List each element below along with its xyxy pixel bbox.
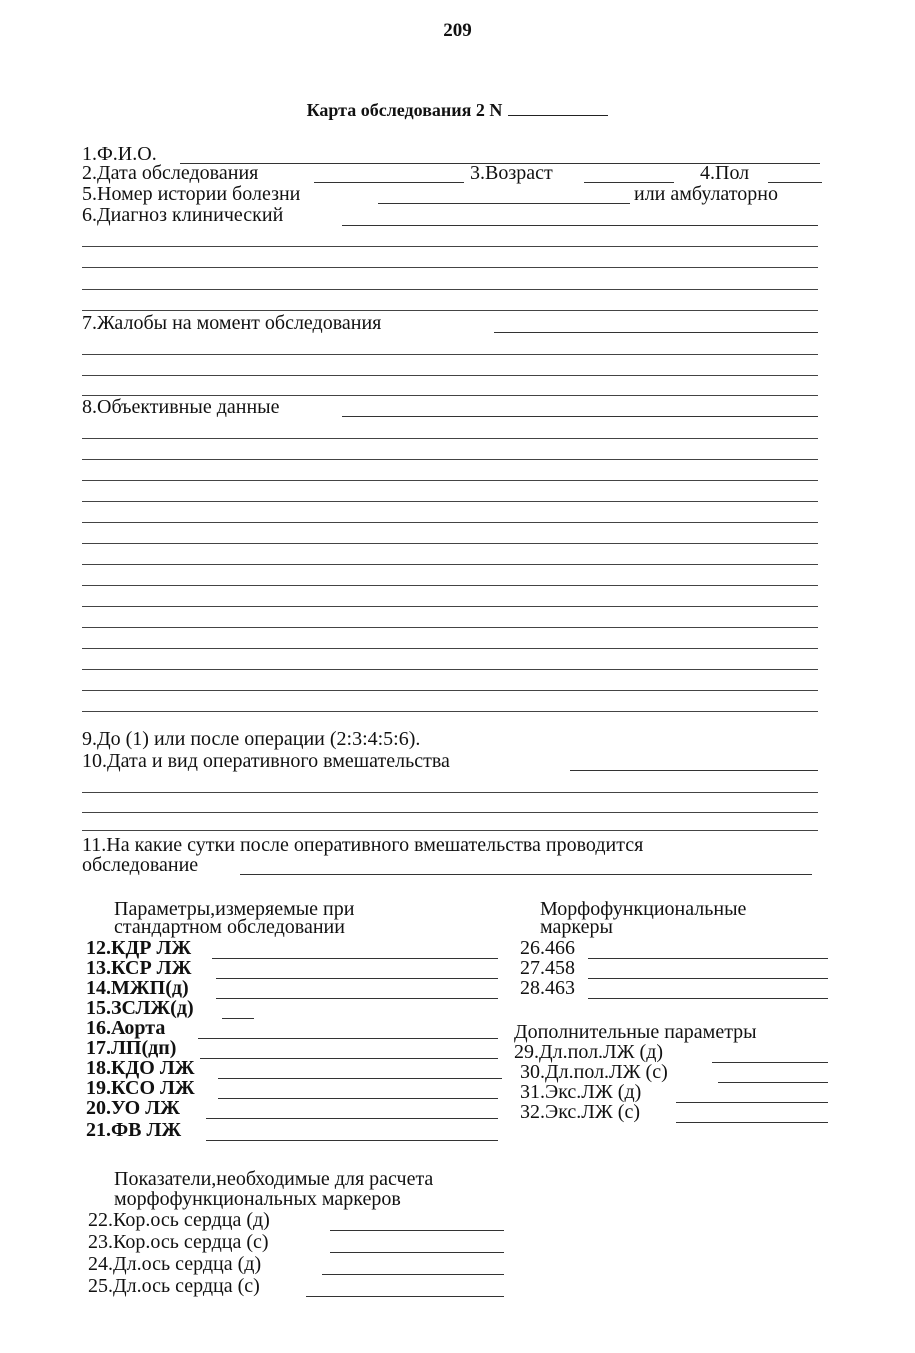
indicator-dl-os-s-blank[interactable]	[306, 1296, 504, 1297]
objective-line[interactable]	[82, 501, 818, 502]
param-dl-pol-d-blank[interactable]	[712, 1062, 828, 1063]
param-kso: 19.КСО ЛЖ	[86, 1077, 195, 1099]
complaints-label: 7.Жалобы на момент обследования	[82, 312, 382, 334]
param-kso-blank[interactable]	[218, 1098, 498, 1099]
param-eks-s-blank[interactable]	[676, 1122, 828, 1123]
surgery-line[interactable]	[82, 812, 818, 813]
marker-466-blank[interactable]	[588, 958, 828, 959]
surgery-date-type-blank[interactable]	[570, 770, 818, 771]
param-fv-blank[interactable]	[206, 1140, 498, 1141]
param-kdr: 12.КДР ЛЖ	[86, 937, 192, 959]
objective-label: 8.Объективные данные	[82, 396, 280, 418]
indicator-kor-os-s-blank[interactable]	[330, 1252, 504, 1253]
morpho-markers-heading-line1: Морфофункциональные	[540, 898, 747, 920]
param-dl-pol-s-blank[interactable]	[718, 1082, 828, 1083]
diagnosis-blank[interactable]	[342, 225, 818, 226]
objective-line[interactable]	[82, 690, 818, 691]
param-ksr: 13.КСР ЛЖ	[86, 957, 192, 979]
param-zslzh-blank[interactable]	[222, 1018, 254, 1019]
objective-line[interactable]	[82, 459, 818, 460]
sex-label: 4.Пол	[700, 162, 750, 184]
case-number-blank[interactable]	[378, 203, 630, 204]
objective-line[interactable]	[82, 711, 818, 712]
indicator-dl-os-s: 25.Дл.ось сердца (с)	[88, 1275, 260, 1297]
param-lp: 17.ЛП(дп)	[86, 1037, 177, 1059]
surgery-line[interactable]	[82, 830, 818, 831]
objective-line[interactable]	[82, 627, 818, 628]
diagnosis-label: 6.Диагноз клинический	[82, 204, 284, 226]
case-number-label: 5.Номер истории болезни	[82, 183, 301, 205]
objective-line[interactable]	[82, 438, 818, 439]
surgery-date-type-label: 10.Дата и вид оперативного вмешательства	[82, 750, 450, 772]
outpatient-label: или амбулаторно	[634, 183, 778, 205]
param-zslzh: 15.ЗСЛЖ(д)	[86, 997, 194, 1019]
objective-line[interactable]	[82, 522, 818, 523]
param-ksr-blank[interactable]	[216, 978, 498, 979]
complaints-line[interactable]	[82, 354, 818, 355]
indicator-dl-os-d-blank[interactable]	[322, 1274, 504, 1275]
standard-params-heading-line2: стандартном обследовании	[114, 916, 345, 938]
param-mzhp: 14.МЖП(д)	[86, 977, 189, 999]
form-number-blank[interactable]	[508, 101, 608, 116]
indicator-kor-os-d-blank[interactable]	[330, 1230, 504, 1231]
form-title-text: Карта обследования 2 N	[306, 100, 503, 120]
age-label: 3.Возраст	[470, 162, 553, 184]
param-mzhp-blank[interactable]	[216, 998, 498, 999]
diagnosis-line[interactable]	[82, 289, 818, 290]
indicator-dl-os-d: 24.Дл.ось сердца (д)	[88, 1253, 262, 1275]
param-dl-pol-d: 29.Дл.пол.ЛЖ (д)	[514, 1041, 664, 1063]
objective-line[interactable]	[82, 564, 818, 565]
param-fv: 21.ФВ ЛЖ	[86, 1119, 182, 1141]
param-uo-blank[interactable]	[206, 1118, 498, 1119]
standard-params-heading-line1: Параметры,измеряемые при	[114, 898, 355, 920]
param-kdr-blank[interactable]	[212, 958, 498, 959]
postop-day-label-line1: 11.На какие сутки после оперативного вмешательства проводится	[82, 834, 644, 856]
objective-blank[interactable]	[342, 416, 818, 417]
param-kdo-blank[interactable]	[218, 1078, 502, 1079]
marker-458-blank[interactable]	[588, 978, 828, 979]
diagnosis-line[interactable]	[82, 246, 818, 247]
postop-day-blank[interactable]	[240, 874, 812, 875]
indicator-kor-os-s: 23.Кор.ось сердца (с)	[88, 1231, 269, 1253]
param-aorta: 16.Аорта	[86, 1017, 166, 1039]
surgery-line[interactable]	[82, 792, 818, 793]
fio-label: 1.Ф.И.О.	[82, 143, 157, 165]
param-eks-d: 31.Экс.ЛЖ (д)	[520, 1081, 642, 1103]
morpho-markers-heading-line2: маркеры	[540, 916, 613, 938]
objective-line[interactable]	[82, 585, 818, 586]
diagnosis-line[interactable]	[82, 267, 818, 268]
param-eks-d-blank[interactable]	[676, 1102, 828, 1103]
exam-date-label: 2.Дата обследования	[82, 162, 259, 184]
diagnosis-line[interactable]	[82, 310, 818, 311]
objective-line[interactable]	[82, 606, 818, 607]
objective-line[interactable]	[82, 480, 818, 481]
calc-indicators-heading-line2: морфофункциональных маркеров	[114, 1188, 401, 1210]
param-aorta-blank[interactable]	[198, 1038, 498, 1039]
postop-day-label-line2: обследование	[82, 854, 199, 876]
param-lp-blank[interactable]	[200, 1058, 498, 1059]
param-dl-pol-s: 30.Дл.пол.ЛЖ (с)	[520, 1061, 668, 1083]
page-number: 209	[443, 20, 472, 41]
objective-line[interactable]	[82, 648, 818, 649]
indicator-kor-os-d: 22.Кор.ось сердца (д)	[88, 1209, 270, 1231]
objective-line[interactable]	[82, 543, 818, 544]
exam-date-blank[interactable]	[314, 182, 464, 183]
marker-463-blank[interactable]	[588, 998, 828, 999]
marker-463: 28.463	[520, 977, 575, 999]
objective-line[interactable]	[82, 669, 818, 670]
marker-458: 27.458	[520, 957, 575, 979]
complaints-blank[interactable]	[494, 332, 818, 333]
form-title	[0, 100, 915, 121]
before-after-surgery-label: 9.До (1) или после операции (2:3:4:5:6).	[82, 728, 421, 750]
marker-466: 26.466	[520, 937, 575, 959]
param-eks-s: 32.Экс.ЛЖ (с)	[520, 1101, 640, 1123]
complaints-line[interactable]	[82, 375, 818, 376]
param-uo: 20.УО ЛЖ	[86, 1097, 180, 1119]
calc-indicators-heading-line1: Показатели,необходимые для расчета	[114, 1168, 434, 1190]
additional-params-heading: Дополнительные параметры	[514, 1021, 757, 1043]
param-kdo: 18.КДО ЛЖ	[86, 1057, 195, 1079]
